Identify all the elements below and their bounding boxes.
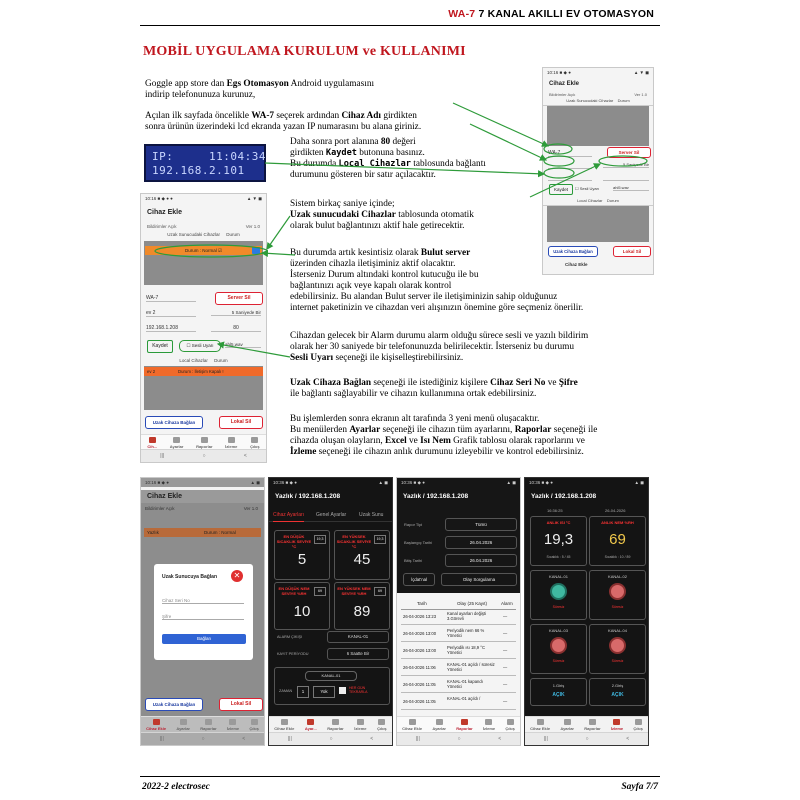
local-table-body: [547, 206, 649, 242]
screen-title: Yazlık / 192.168.1.208: [275, 493, 341, 500]
system-nav-bar: ||| ○ <: [525, 732, 648, 745]
row-alarm: —: [503, 648, 508, 653]
save-button[interactable]: Kaydet: [549, 184, 573, 195]
tab-device-settings[interactable]: Cihaz Ayarları: [273, 509, 304, 522]
end-date-input[interactable]: 26.04.2026: [445, 554, 517, 567]
power-on-icon[interactable]: [550, 583, 567, 600]
tab-device-add[interactable]: Cihaz Ekle: [146, 719, 166, 734]
tab-settings[interactable]: Ayarlar: [176, 719, 190, 734]
tab-device-add[interactable]: Cih...: [147, 437, 157, 452]
tab-reports[interactable]: Raporlar: [584, 719, 600, 734]
server-delete-button[interactable]: Server Sil: [215, 292, 263, 305]
connect-button[interactable]: Bağlan: [162, 634, 246, 644]
remote-device-row[interactable]: Yazlık Durum : Normal: [144, 528, 261, 537]
tab-monitor[interactable]: İzleme: [611, 719, 623, 734]
paragraph-8: Bu işlemlerden sonra ekranın alt tarafında 3 yeni menü oluşacaktır. Bu menülerden Ayarlar seçeneği ile cihazın tüm ayarlarını, Raporlar seçeneği ile cihazda oluşan olayların, Excel ve Isı Nem Grafik tablosu olarak raporlarını ve İzleme seçeneği ile cihazın anlık durumunu izleyebilir ve kontrol edebilirsiniz.: [290, 414, 598, 457]
row-alarm: —: [503, 614, 508, 619]
table-row: [401, 678, 516, 693]
lcd-line-2: 192.168.2.101: [152, 164, 245, 177]
tab-device-add[interactable]: Cihaz Ekle: [530, 719, 550, 734]
record-period-select[interactable]: 6 Saatte Bir: [327, 648, 389, 660]
excel-button[interactable]: İçdat'nal: [403, 573, 435, 586]
time-input[interactable]: 1: [297, 686, 309, 698]
tab-reports[interactable]: Raporlar: [200, 719, 216, 734]
device-type-field[interactable]: WA-7: [146, 295, 196, 302]
table-row: [401, 661, 516, 676]
input-1-card: 1.Giriş AÇIK: [530, 678, 587, 706]
screen-title: Cihaz Ekle: [141, 490, 264, 503]
paragraph-2: Açılan ilk sayfada öncelikle WA-7 seçerek ardından Cihaz Adı girdikten sonra ürünün üzerindeki lcd ekranda yazan IP numarasını bu alana giriniz.: [145, 111, 422, 132]
tab-remote-server[interactable]: Uzak Sunu: [359, 512, 384, 518]
row-date: 26-04-2026 13:00: [403, 631, 437, 636]
row-date: 26-04-2026 11:05: [403, 682, 436, 687]
device-name-field[interactable]: [548, 162, 592, 169]
channel-select[interactable]: KANAL-01: [305, 671, 357, 681]
sound-select[interactable]: ahl5.wav: [613, 185, 649, 191]
tab-reports[interactable]: Raporlar: [456, 719, 472, 734]
tab-exit[interactable]: Çıkış: [377, 719, 387, 734]
paragraph-3: Daha sonra port alanına 80 değeri girdikten Kaydet butonuna basınız. Bu durumda Local Cihazlar tablosunda bağlantı durumunu gösteren bir satır açılacaktır.: [290, 137, 486, 180]
remote-connect-dialog: [154, 564, 253, 660]
remote-connect-button[interactable]: Uzak Cihaza Bağlan: [548, 246, 598, 257]
tab-reports[interactable]: Raporlar: [196, 437, 212, 452]
report-table-header: Tarih Olay (25 Kayıt) Alarm: [401, 598, 516, 610]
channel-2-card[interactable]: KANAL-02 Süresiz: [589, 570, 646, 620]
tab-exit[interactable]: Çıkış: [633, 719, 643, 734]
system-nav-bar: ||| ○ <: [141, 732, 264, 745]
tab-general-settings[interactable]: Genel Ayarlar: [316, 512, 347, 518]
port-field[interactable]: [603, 174, 649, 181]
remote-table-body: [547, 106, 649, 146]
min-temp-box[interactable]: EN DÜŞÜK SICAKLIK SEVİYE °C 19,3 5: [274, 530, 330, 580]
row-event: KANAL-01 açıldı / süresiz Yönetici: [447, 662, 495, 672]
tab-monitor[interactable]: İzleme: [225, 437, 237, 452]
tab-monitor[interactable]: İzleme: [227, 719, 239, 734]
phone-screenshot-monitor: 10:36 ■ ◆ ● ▲ ◼ Yazlık / 192.168.1.208 16:36:25 26-04-2026 ANLIK ISI °C 19,3 Sıcaklık : 5 / 45 ANLIK NEM %RH 69 Sıcaklık : 10 / 89 KANAL-01 Süresiz KANAL-02 Süresiz KANAL-03 Süresiz KANAL-04 Süresiz 1.Giriş AÇIK 2.Giriş AÇIK Cihaz Ekle Ayarlar Raporlar İzleme Çıkış ||| ○ <: [524, 477, 649, 746]
local-delete-button[interactable]: Lokal Sil: [219, 698, 263, 711]
start-date-input[interactable]: 26.04.2026: [445, 536, 517, 549]
lcd-display: [144, 144, 266, 182]
row-alarm: —: [503, 665, 508, 670]
footer-page-number: Sayfa 7/7: [621, 782, 658, 792]
remote-connect-button[interactable]: Uzak Cihaza Bağlan: [145, 416, 203, 429]
tab-monitor[interactable]: İzleme: [483, 719, 495, 734]
remote-device-row[interactable]: Durum : Normal ☑: [145, 246, 262, 255]
remote-connect-button[interactable]: Uzak Cihaza Bağlan: [145, 698, 203, 711]
page-header: [140, 8, 660, 26]
sound-select[interactable]: ahl5.wav: [225, 342, 261, 348]
ip-field[interactable]: [548, 174, 592, 181]
current-temp-value: 19,3: [543, 531, 574, 548]
report-type-select[interactable]: Tümü: [445, 518, 517, 531]
alarm-output-select[interactable]: KANAL-01: [327, 631, 389, 643]
tab-exit[interactable]: Çıkış: [250, 437, 260, 452]
row-date: 26-04-2026 13:23: [403, 614, 437, 619]
table-row: [401, 695, 516, 710]
local-delete-button[interactable]: Lokal Sil: [613, 246, 651, 257]
table-row: [401, 644, 516, 659]
port-field[interactable]: 80: [211, 325, 261, 332]
row-event: KANAL-01 kapandı Yönetici: [447, 679, 483, 689]
tab-settings[interactable]: Ayarlar: [560, 719, 574, 734]
current-temp-box: ANLIK ISI °C 19,3 Sıcaklık : 5 / 45: [530, 516, 587, 566]
local-device-row[interactable]: ev 2 Durum : İletişim Kapalı !: [144, 367, 263, 376]
system-nav-bar: ||| ○ <: [269, 732, 392, 745]
save-button[interactable]: Kaydet: [147, 340, 173, 353]
power-off-icon[interactable]: [609, 583, 626, 600]
sound-alert-checkbox[interactable]: ☐ Sesli Uyarı: [179, 340, 221, 352]
local-table-header: Local Cihazlar Durum: [179, 358, 228, 363]
tab-settings[interactable]: Ayarlar: [432, 719, 446, 734]
row-date: 26-04-2026 11:06: [403, 665, 436, 670]
settings-tabs: [269, 509, 392, 522]
tab-device-add[interactable]: Cihaz Ekle: [565, 262, 588, 267]
lcd-line-1: IP: 11:04:34: [152, 150, 266, 163]
serial-number-input[interactable]: Cihaz Seri No: [162, 598, 244, 604]
interval-select[interactable]: 5 Saniyede Bir: [603, 162, 649, 168]
time-unit-select[interactable]: Yok: [313, 686, 335, 698]
paragraph-4: Sistem birkaç saniye içinde; Uzak sunucudaki Cihazlar tablosunda otomatik olarak bulut bağlantınızı aktif hale getirecektir.: [290, 199, 474, 231]
paragraph-1: Goggle app store dan Egs Otomasyon Android uygulamasını indirip telefonunuza kurunuz,: [145, 79, 375, 100]
row-event: Periyodik ısı 18,9 °C Yönetici: [447, 645, 485, 655]
row-alarm: —: [503, 682, 508, 687]
input-2-card: 2.Giriş AÇIK: [589, 678, 646, 706]
server-delete-button[interactable]: Server Sil: [607, 147, 651, 158]
phone-screenshot-remote-connect: 10:16 ■ ◆ ● ▲ ◼ Cihaz Ekle Bildirimler Açık Ver 1.0 Yazlık Durum : Normal Uzak Sunucuya Bağlan ✕ Cihaz Seri No Şifre Bağlan Uzak Cihaza Bağlan Lokal Sil Cihaz Ekle Ayarlar Raporlar İzleme Çıkış ||| ○ <: [140, 477, 265, 746]
row-alarm: —: [503, 699, 508, 704]
interval-select[interactable]: 5 Saniyede Bir: [211, 310, 261, 316]
header-title: WA-7 7 KANAL AKILLI EV OTOMASYON: [448, 8, 654, 20]
local-table-header: Local Cihazlar Durum: [543, 198, 653, 206]
min-humidity-box[interactable]: EN DÜŞÜK NEM SEVİYE %RH 69 10: [274, 582, 330, 630]
channel-3-card[interactable]: KANAL-03 Süresiz: [530, 624, 587, 674]
max-temp-box[interactable]: EN YÜKSEK SICAKLIK SEVİYE °C 19,3 45: [334, 530, 390, 580]
paragraph-6: Cihazdan gelecek bir Alarm durumu alarm olduğu sürece sesli ve yazılı bildirim olarak her 30 saniyede bir telefonunuzda belirilecektir. İsterseniz bu durumu Sesli Uyarı seçeneği ile kişiselleştirebilirsiniz.: [290, 331, 589, 363]
channel-1-card[interactable]: KANAL-01 Süresiz: [530, 570, 587, 620]
tab-settings[interactable]: Ayarlar: [170, 437, 184, 452]
channel-timer-box: KANAL-01 ZAMAN 1 Yok HER GÜN TEKRARLA: [274, 667, 390, 705]
row-date: 26-04-2026 13:00: [403, 648, 437, 653]
tab-device-add[interactable]: Cihaz Ekle: [402, 719, 422, 734]
close-icon[interactable]: ✕: [231, 570, 243, 582]
table-row: [401, 627, 516, 642]
local-delete-button[interactable]: Lokal Sil: [219, 416, 263, 429]
phone-screenshot-setup: 10:16 ■ ◆ ● ▲ ▼ ◼ Cihaz Ekle Bildirimler Açık Ver 1.0 Uzak Sunucudaki Cihazlar Durum WA-7 Server Sil 5 Saniyede Bir Kaydet ☐ Sesli Uyarı ahl5.wav Local Cihazlar Durum Uzak Cihaza Bağlan Lokal Sil Cihaz Ekle: [542, 67, 654, 275]
screen-title: Cihaz Ekle: [549, 81, 580, 87]
event-query-button[interactable]: Olay Sorgulama: [441, 573, 517, 586]
screen-title: Cihaz Ekle: [147, 209, 183, 216]
row-event: Periyodik nem 66 % Yönetici: [447, 628, 485, 638]
password-input[interactable]: Şifre: [162, 614, 244, 620]
device-type-field[interactable]: WA-7: [548, 150, 592, 157]
dialog-title: Uzak Sunucuya Bağlan: [162, 574, 218, 580]
system-nav-bar: ||| ○ <: [141, 449, 266, 462]
max-humidity-box[interactable]: EN YÜKSEK NEM SEVİYE %RH 69 89: [334, 582, 390, 630]
tab-monitor[interactable]: İzleme: [354, 719, 366, 734]
page-footer: [140, 776, 660, 792]
remote-status-checkbox[interactable]: [252, 247, 260, 254]
tab-settings[interactable]: Ayar...: [305, 719, 317, 734]
tab-device-add[interactable]: Cihaz Ekle: [274, 719, 294, 734]
power-off-icon[interactable]: [550, 637, 567, 654]
current-humidity-box: ANLIK NEM %RH 69 Sıcaklık : 10 / 89: [589, 516, 646, 566]
footer-left: 2022-2 electrosec: [142, 782, 210, 792]
table-row: [401, 610, 516, 625]
tab-reports[interactable]: Raporlar: [327, 719, 343, 734]
remote-table-header: Uzak Sunucudaki Cihazlar Durum: [167, 232, 240, 237]
repeat-checkbox[interactable]: [339, 687, 346, 694]
row-event: Kanal ayarları değişti 3.Görevli: [447, 611, 487, 621]
sound-alert-checkbox[interactable]: ☐ Sesli Uyarı: [575, 186, 600, 191]
screen-title: Yazlık / 192.168.1.208: [531, 493, 597, 500]
system-nav-bar: ||| ○ <: [397, 732, 520, 745]
phone-screenshot-settings: 10:36 ■ ◆ ● ▲ ◼ Yazlık / 192.168.1.208 Cihaz Ayarları Genel Ayarlar Uzak Sunu EN DÜŞÜK SICAKLIK SEVİYE °C 19,3 5 EN YÜKSEK SICAKLIK SEVİYE °C 19,3 45 EN DÜŞÜK NEM SEVİYE %RH 69 10 EN YÜKSEK NEM SEVİYE %RH 69 89 ALARM ÇIKIŞI KANAL-01 KAYIT PERİYODU 6 Saatte Bir KANAL-01 ZAMAN 1 Yok HER GÜN TEKRARLA Cihaz Ekle Ayar... Raporlar İzleme Çıkış ||| ○ <: [268, 477, 393, 746]
phone-screenshot-connected: 10:16 ■ ◆ ● ● ▲ ▼ ◼ Cihaz Ekle Bildirimler Açık Ver 1.0 Uzak Sunucudaki Cihazlar Durum Durum : Normal ☑ WA-7 Server Sil ev 2 5 Saniyede Bir 192.168.1.208 80 Kaydet ☐ Sesli Uyarı ahl5.wav Local Cihazlar Durum ev 2 Durum : İletişim Kapalı ! Uzak Cihaza Bağlan Lokal Sil Cih... Ayarlar Raporlar İzleme Çıkış ||| ○ <: [140, 193, 267, 463]
tab-exit[interactable]: Çıkış: [505, 719, 515, 734]
channel-4-card[interactable]: KANAL-04 Süresiz: [589, 624, 646, 674]
row-alarm: —: [503, 631, 508, 636]
power-off-icon[interactable]: [609, 637, 626, 654]
phone-screenshot-reports: 10:36 ■ ◆ ● ▲ ◼ Yazlık / 192.168.1.208 Rapor Tipi Tümü Başlangıç Tarihi 26.04.2026 Bitiş Tarihi 26.04.2026 İçdat'nal Olay Sorgulama Tarih Olay (25 Kayıt) Alarm Cihaz Ekle Ayarlar Raporlar İzleme Çıkış ||| ○ < 26-04-2026 13:23 Kanal ayarları değişti 3.Görevli — 26-04-2026 13:00 Periyodik nem 66 % Yönetici — 26-04-2026 13:00 Periyodik ısı 18,9 °C Yönetici — 26-04-2026 11:06 KANAL-01 açıldı / süresiz Yönetici — 26-04-2026 11:05 KANAL-01 kapandı Yönetici — 26-04-2026 11:05 KANAL-01 açıldı / —: [396, 477, 521, 746]
device-name-field[interactable]: ev 2: [146, 310, 196, 317]
screen-title: Yazlık / 192.168.1.208: [403, 493, 469, 500]
row-event: KANAL-01 açıldı /: [447, 696, 481, 701]
row-date: 26-04-2026 11:05: [403, 699, 436, 704]
paragraph-5: Bu durumda artık kesintisiz olarak Bulut server üzerinden cihazla iletişiminiz aktif olacaktır. İsterseniz Durum altındaki kontrol kutucuğu ile bu bağlantınızı açık veye kapalı olarak kontrol edebilirsiniz. Bu alandan Bulut server ile iletişiminizin sahip olduğunuz internet paketinizin ve cihazdan veri alışınızın önemine göre seçmeniz önerilir.: [290, 248, 584, 313]
current-humidity-value: 69: [609, 531, 626, 548]
paragraph-7: Uzak Cihaza Bağlan seçeneği ile istediğiniz kişilere Cihaz Seri No ve Şifre ile bağlantı sağlayabilir ve cihazın kullanımına ortak edebilirsiniz.: [290, 378, 578, 399]
section-title: MOBİL UYGULAMA KURULUM ve KULLANIMI: [143, 44, 466, 59]
ip-field[interactable]: 192.168.1.208: [146, 325, 196, 332]
remote-table-header: Uzak Sunucudaki Cihazlar Durum: [543, 98, 653, 106]
tab-exit[interactable]: Çıkış: [249, 719, 259, 734]
